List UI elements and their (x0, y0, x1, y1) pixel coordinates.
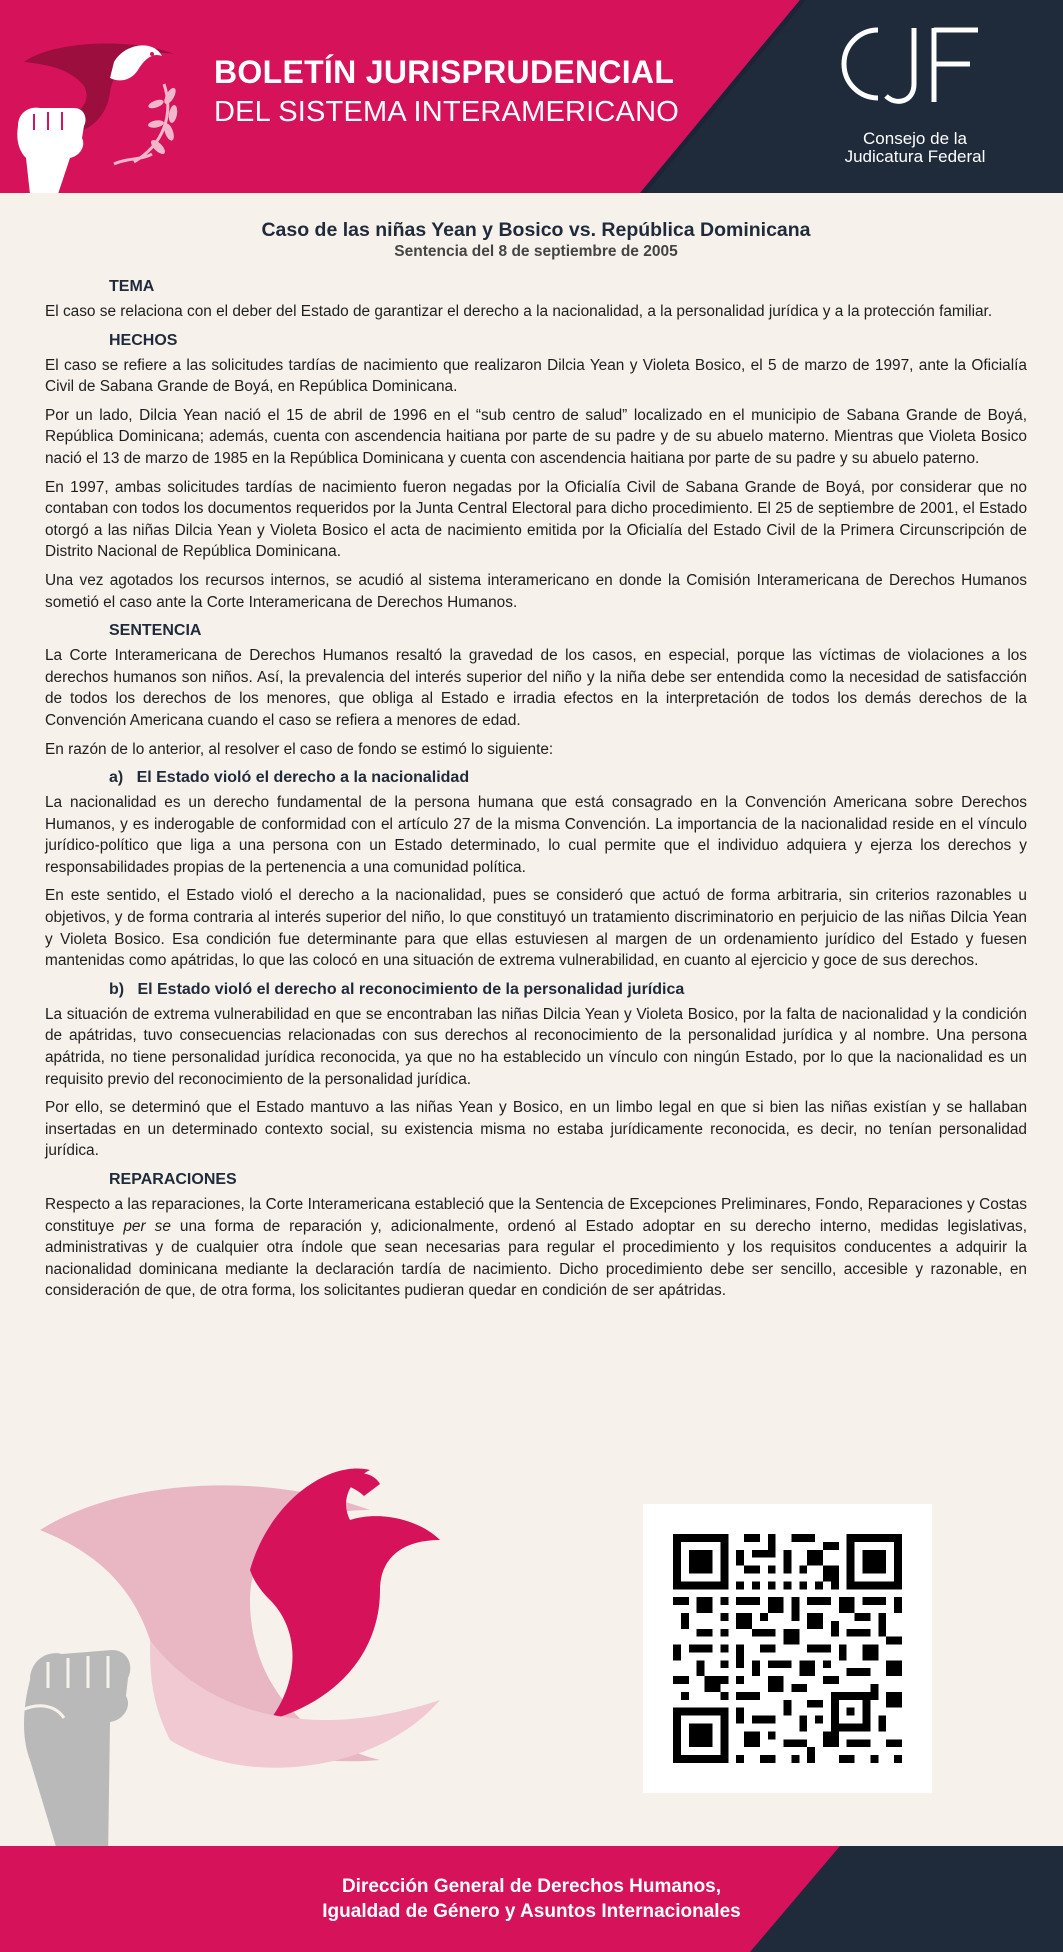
header-banner (0, 0, 1063, 193)
section-heading-sentencia: SENTENCIA (109, 622, 202, 640)
reparaciones-paragraph (45, 1194, 1027, 1302)
case-title: Caso de las niñas Yean y Bosico vs. República Dominicana (261, 219, 811, 241)
tema-paragraph: El caso se relaciona con el deber del Estado de garantizar el derecho a la nacionalidad, a la personalidad jurídica y a la protección familiar. (45, 303, 993, 320)
footer-credits (0, 1874, 1063, 1924)
fist-dove-logo-icon (14, 34, 204, 193)
hechos-paragraph-4: Una vez agotados los recursos internos, se acudió al sistema interamericano en donde la Comisión Interamericana de Derechos Humanos sometió el caso ante la Corte Interamericana de Derechos Humanos. (45, 571, 1027, 611)
subheading-nacionalidad: a) El Estado violó el derecho a la nacionalidad (109, 769, 470, 787)
personalidad-paragraph-1: La situación de extrema vulnerabilidad en que se encontraban las niñas Dilcia Yean y Violeta Bosico, por la falta de nacionalidad y la condición de apátridas, tuvo consecuencias relacionadas con sus derechos al reconocimiento de la personalidad jurídica y al nombre. Una persona apátrida, no tiene personalidad jurídica reconocida, ya que no ha establecido un vínculo con ningún Estado, por lo que la nacionalidad es un requisito previo del reconocimiento de la personalidad jurídica. (45, 1005, 1027, 1088)
subheading-personalidad: b) El Estado violó el derecho al reconocimiento de la personalidad jurídica (109, 980, 685, 998)
qr-code-card[interactable] (643, 1504, 932, 1793)
footer-line-1: Dirección General de Derechos Humanos, (341, 1876, 722, 1897)
reparaciones-italic: per se (123, 1217, 171, 1235)
nacionalidad-paragraph-1: La nacionalidad es un derecho fundamental de la persona humana que está consagrado en la Convención Americana sobre Derechos Humanos, y es inderogable de conformidad con el artículo 27 de la misma Convención. La importancia de la nacionalidad reside en el vínculo jurídico-político que liga a una persona con un Estado determinado, lo cual permite que el individuo adquiera y ejerza los derechos y responsabilidades propias de la pertenencia a una comunidad política. (45, 794, 1027, 876)
personalidad-paragraph-2: Por ello, se determinó que el Estado mantuvo a las niñas Yean y Bosico, en un limbo legal en que si bien las niñas existían y se hallaban insertadas en un determinado contexto social, su existencia misma no estaba jurídicamente reconocida, es decir, no tenían personalidad jurídica. (45, 1099, 1027, 1160)
nacionalidad-paragraph-2: En este sentido, el Estado violó el derecho a la nacionalidad, pues se consideró que actuó de forma arbitraria, sin criterios razonables u objetivos, y de forma contraria al interés superior del niño, lo que constituyó un tratamiento discriminatorio en perjuicio de las niñas Dilcia Yean y Violeta Bosico. Esa condición fue determinante para que ellas estuviesen al margen de un ordenamiento jurídico del Estado y fuesen mantenidas como apátridas, lo que las colocó en una situación de extrema vulnerabilidad, en cuanto al ejercicio y goce de sus derechos. (45, 887, 1027, 970)
hechos-paragraph-3: En 1997, ambas solicitudes tardías de nacimiento fueron negadas por la Oficialía Civil de Sabana Grande de Boyá, por considerar que no contaban con todos los documentos requeridos por la Junta Central Electoral para dicho procedimiento. El 25 de septiembre de 2001, el Estado otorgó a las niñas Dilcia Yean y Violeta Bosico el acta de nacimiento emitida por la Oficialía del Estado Civil de la Primera Circunscripción de Distrito Nacional de República Dominicana. (45, 478, 1027, 561)
bulletin-body (45, 218, 1027, 1309)
section-heading-tema: TEMA (109, 278, 155, 295)
cjf-logo-icon (838, 22, 988, 106)
hechos-paragraph-1: El caso se refiere a las solicitudes tardías de nacimiento que realizaron Dilcia Yean y Violeta Bosico, el 5 de marzo de 1997, ante la Oficialía Civil de Sabana Grande de Boyá, en República Dominicana. (45, 356, 1027, 396)
footer-banner (0, 1846, 1063, 1952)
section-heading-reparaciones: REPARACIONES (109, 1171, 237, 1188)
fist-dove-illustration-icon (0, 1440, 520, 1860)
sentencia-paragraph-1: La Corte Interamericana de Derechos Humanos resaltó la gravedad de los casos, en especial, porque las víctimas de violaciones a los derechos humanos son niños. Así, la prevalencia del interés superior del niño y la niña debe ser entendida como la necesidad de satisfacción de todos los derechos de los menores, que obliga al Estado e irradia efectos en la interpretación de todos los demás derechos de la Convención Americana cuando el caso se refiera a menores de edad. (45, 647, 1027, 729)
org-name-line2: Judicatura Federal (844, 147, 986, 166)
case-date: Sentencia del 8 de septiembre de 2005 (394, 243, 678, 260)
qr-code[interactable] (673, 1534, 902, 1763)
bulletin-title: BOLETÍN JURISPRUDENCIAL (214, 54, 675, 90)
bulletin-subtitle: DEL SISTEMA INTERAMERICANO (214, 96, 679, 128)
hechos-paragraph-2: Por un lado, Dilcia Yean nació el 15 de abril de 1996 en el “sub centro de salud” localizado en el municipio de Sabana Grande de Boyá, República Dominicana; además, cuenta con ascendencia haitiana por parte de su padre y de su abuelo materno. Mientras que Violeta Bosico nació el 13 de marzo de 1985 en la República Dominicana y cuenta con ascendencia haitiana por parte de su padre y su abuelo paterno. (45, 406, 1027, 467)
footer-line-2: Igualdad de Género y Asuntos Internacionales (322, 1901, 741, 1922)
reparaciones-text-before: Respecto a las reparaciones, la Corte Interamericana estableció que la Sentencia de Excepciones Preliminares, Fondo, Reparaciones y Costas constituye (45, 1196, 1027, 1235)
sentencia-paragraph-2: En razón de lo anterior, al resolver el caso de fondo se estimó lo siguiente: (45, 740, 554, 758)
section-heading-hechos: HECHOS (109, 331, 178, 349)
org-name-line1: Consejo de la (863, 129, 967, 148)
org-caption (830, 130, 1000, 166)
reparaciones-text-after: una forma de reparación y, adicionalmente, ordenó al Estado adoptar en su derecho interno, medidas legislativas, administrativas y de cualquier otra índole que sean necesarias para regular el procedimiento y los requisitos conducentes a adquirir la nacionalidad dominicana mediante la declaración tardía de nacimiento. Dicho procedimiento debe ser sencillo, accesible y razonable, en consideración de que, de otra forma, los solicitantes pudieran quedar en condición de ser apátridas. (45, 1217, 1028, 1300)
